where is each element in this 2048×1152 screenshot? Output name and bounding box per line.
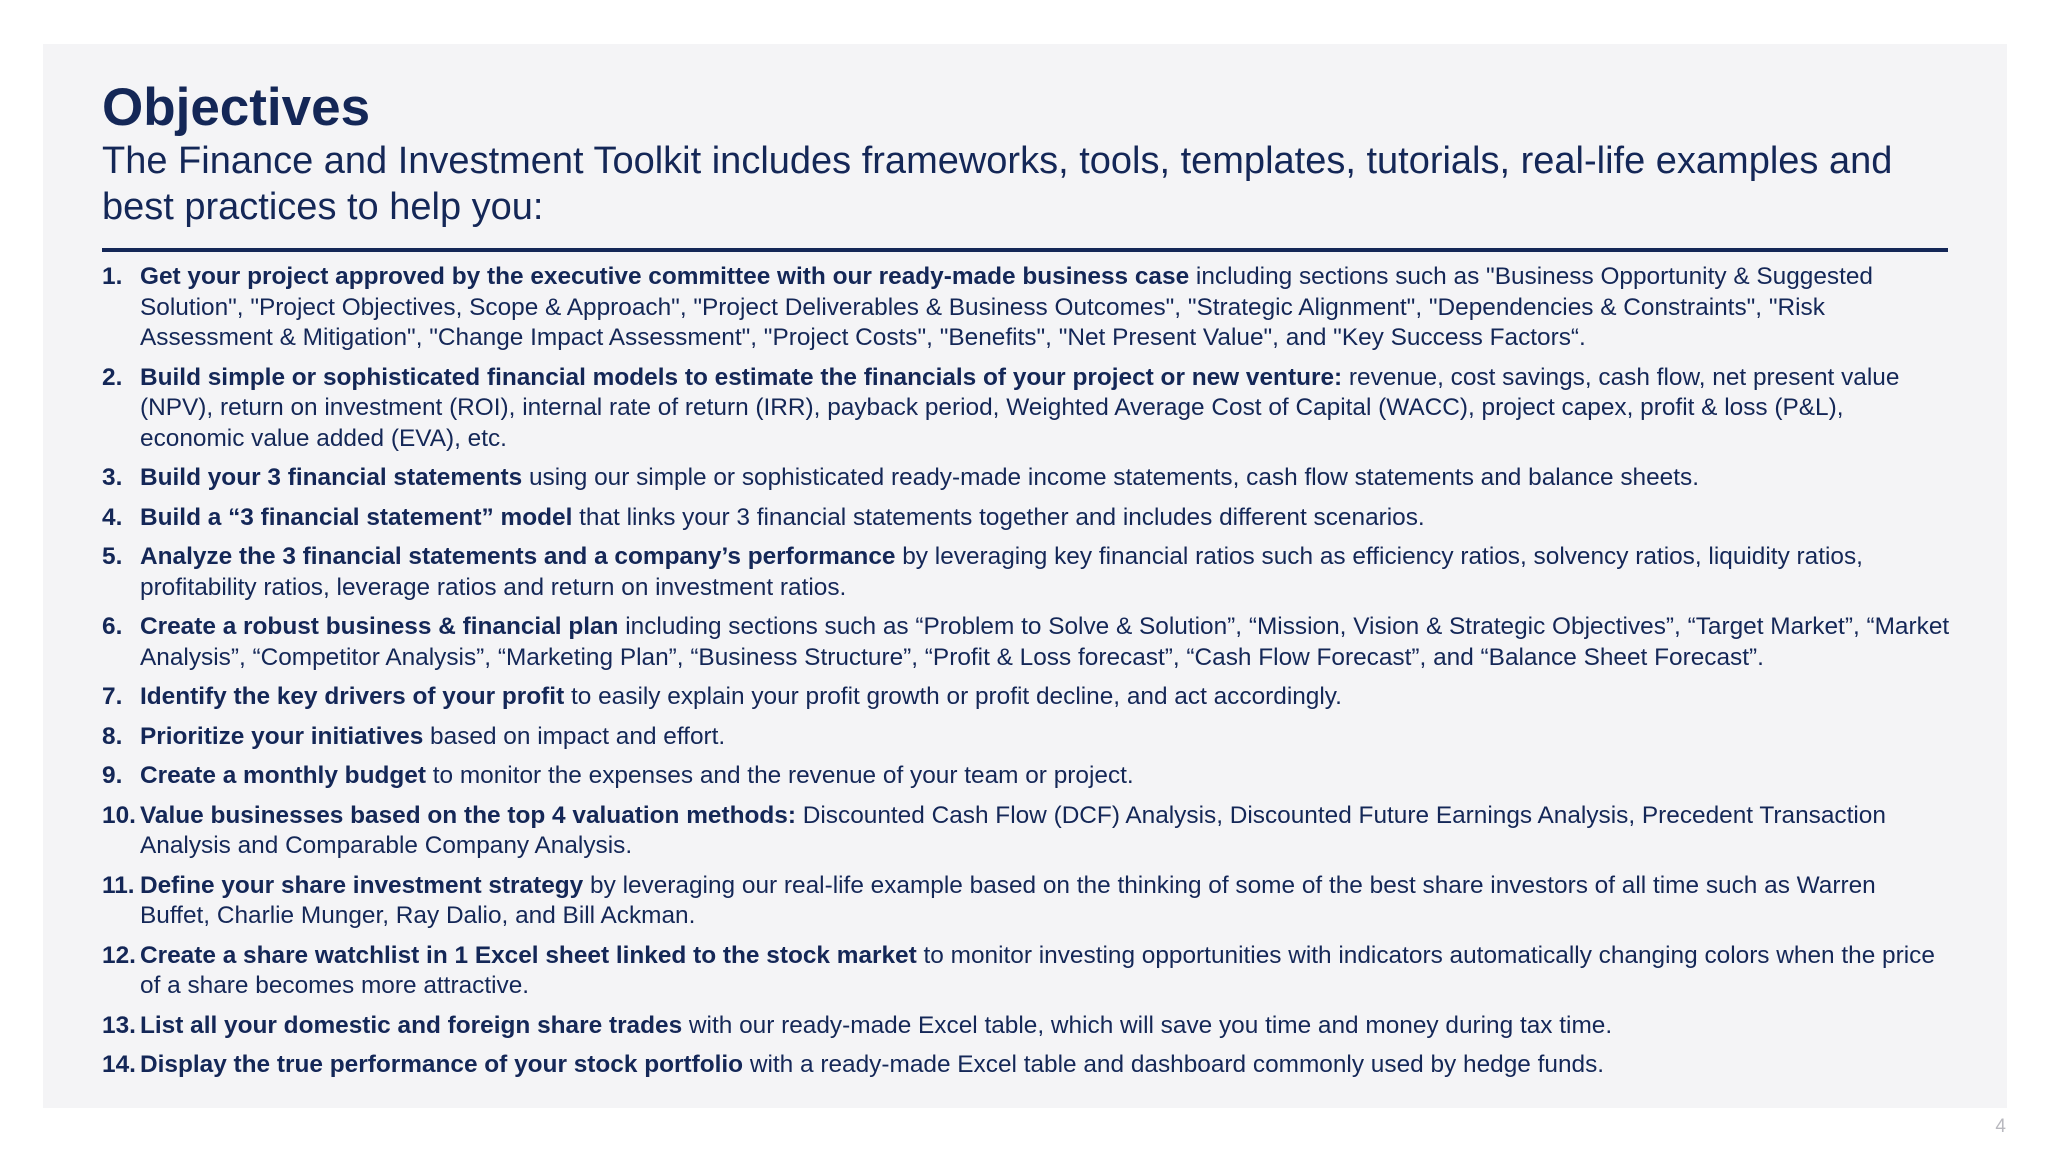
item-text: with our ready-made Excel table, which will save you time and money during tax time.: [682, 1011, 1613, 1039]
list-item: [102, 503, 1952, 534]
item-number: 3.: [102, 464, 123, 491]
item-text: with a ready-made Excel table and dashboard commonly used by hedge funds.: [743, 1051, 1605, 1078]
item-heading: Identify the key drivers of your profit: [140, 683, 565, 710]
item-heading: Display the true performance of your stock portfolio: [140, 1051, 744, 1078]
item-number: 11.: [102, 871, 135, 899]
title-divider: [102, 248, 1948, 252]
item-heading: Prioritize your initiatives: [140, 722, 424, 750]
item-number: 2.: [102, 363, 123, 391]
item-text: to monitor investing opportunities with indicators automatically changing colors when the price of a share becomes more attractive.: [140, 941, 1935, 999]
objectives-list: [102, 262, 1952, 1090]
list-item: [102, 262, 1952, 354]
item-text: Discounted Cash Flow (DCF) Analysis, Discounted Future Earnings Analysis, Precedent Transaction Analysis and Comparable Company Analysis.: [140, 801, 1886, 859]
item-number: 10.: [102, 801, 136, 829]
list-item: [102, 871, 1952, 932]
item-heading: Create a robust business & financial plan: [140, 613, 619, 640]
item-heading: Create a monthly budget: [140, 762, 426, 789]
item-heading: List all your domestic and foreign share trades: [140, 1011, 683, 1039]
item-number: 6.: [102, 613, 123, 640]
list-item: [102, 463, 1952, 494]
item-text: that links your 3 financial statements together and includes different scenarios.: [572, 503, 1425, 531]
item-heading: Create a share watchlist in 1 Excel sheet linked to the stock market: [140, 941, 917, 969]
item-number: 12.: [102, 941, 136, 969]
item-text: including sections such as "Business Opportunity & Suggested Solution", "Project Objectives, Scope & Approach", "Project Deliverables & Business Outcomes", "Strategic Alignment", "Dependencies & Constraints", "Risk Assessment & Mitigation", "Change Impact Assessment", "Project Costs", "Benefits", "Net Present Value", and "Key Success Factors“.: [140, 263, 1873, 351]
list-item: [102, 722, 1952, 753]
item-heading: Analyze the 3 financial statements and a company’s performance: [140, 543, 896, 570]
item-heading: Build your 3 financial statements: [140, 464, 523, 491]
item-number: 7.: [102, 683, 123, 710]
item-text: by leveraging our real-life example based on the thinking of some of the best share investors of all time such as Warren Buffet, Charlie Munger, Ray Dalio, and Bill Ackman.: [140, 871, 1876, 929]
item-heading: Define your share investment strategy: [140, 871, 584, 899]
item-text: to monitor the expenses and the revenue of your team or project.: [425, 762, 1134, 789]
item-number: 14.: [102, 1051, 136, 1078]
item-text: to easily explain your profit growth or profit decline, and act accordingly.: [564, 683, 1342, 710]
item-number: 4.: [102, 503, 123, 531]
item-text: including sections such as “Problem to Solve & Solution”, “Mission, Vision & Strategic Objectives”, “Target Market”, “Market Analysis”, “Competitor Analysis”, “Marketing Plan”, “Business Structure”, “Profit & Loss forecast”, “Cash Flow Forecast”, and “Balance Sheet Forecast”.: [140, 613, 1950, 671]
page-number: 4: [1995, 1116, 2006, 1137]
item-number: 13.: [102, 1011, 136, 1039]
list-item: [102, 363, 1952, 455]
slide-subtitle: The Finance and Investment Toolkit includes frameworks, tools, templates, tutorials, real-life examples and best practices to help you:: [102, 140, 1893, 228]
item-number: 1.: [102, 263, 123, 290]
item-number: 8.: [102, 722, 123, 750]
item-text: revenue, cost savings, cash flow, net present value (NPV), return on investment (ROI), internal rate of return (IRR), payback period, Weighted Average Cost of Capital (WACC), project capex, profit & loss (P&L), economic value added (EVA), etc.: [140, 363, 1900, 452]
item-number: 5.: [102, 543, 123, 570]
list-item: [102, 1050, 1952, 1081]
list-item: [102, 761, 1952, 792]
item-heading: Get your project approved by the executive committee with our ready-made business case: [140, 263, 1190, 290]
item-heading: Build a “3 financial statement” model: [140, 503, 573, 531]
list-item: [102, 801, 1952, 862]
item-heading: Value businesses based on the top 4 valuation methods:: [140, 801, 796, 829]
item-text: by leveraging key financial ratios such as efficiency ratios, solvency ratios, liquidity ratios, profitability ratios, leverage ratios and return on investment ratios.: [140, 543, 1863, 601]
item-text: based on impact and effort.: [423, 722, 726, 750]
item-heading: Build simple or sophisticated financial models to estimate the financials of your project or new venture:: [140, 363, 1343, 391]
list-item: [102, 682, 1952, 713]
list-item: [102, 542, 1952, 603]
item-number: 9.: [102, 762, 123, 789]
item-text: using our simple or sophisticated ready-made income statements, cash flow statements and balance sheets.: [522, 464, 1699, 491]
list-item: [102, 941, 1952, 1002]
list-item: [102, 1011, 1952, 1042]
slide-title: Objectives: [102, 78, 371, 137]
list-item: [102, 612, 1952, 673]
